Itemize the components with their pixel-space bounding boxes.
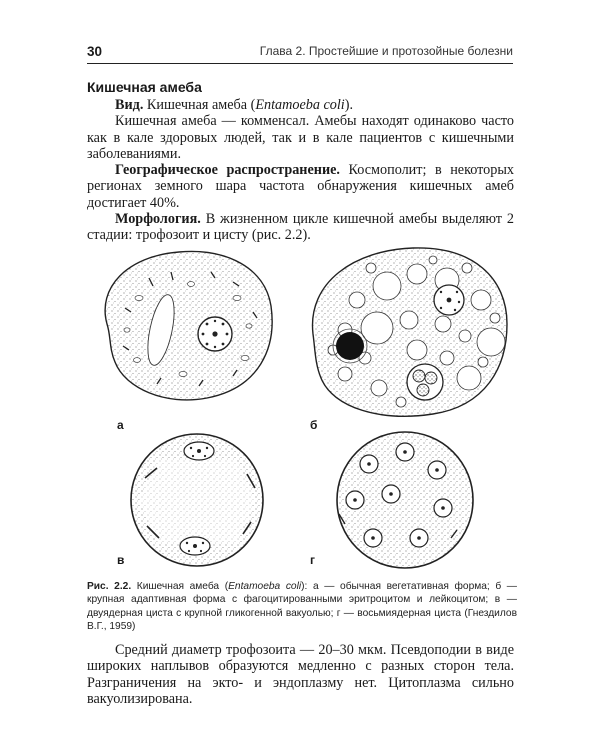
page-number: 30: [87, 44, 103, 59]
species-text: Кишечная амеба (: [146, 97, 256, 113]
panel-label-d: г: [310, 553, 315, 567]
panel-d-octonucleate-cyst: [337, 432, 473, 568]
trophozoite-paragraph: Средний диаметр трофозоита — 20–30 мкм. Псевдоподии в виде широких наплывов образуются медленно с разных сторон тела. Разграничения на экто- и эндоплазму нет. Цитоплазма сильно вакуолизирована.: [87, 642, 514, 707]
amoeba-illustration: [87, 238, 517, 573]
commensal-paragraph: Кишечная амеба — комменсал. Амебы находят одинаково часто как в кале здоровых людей, так и в кале пациентов с кишечными заболеваниями.: [87, 113, 514, 162]
figure-2-2: [87, 238, 517, 573]
species-latin: Entamoeba coli: [255, 97, 345, 113]
section-body: [87, 97, 514, 244]
geography-text: Космополит; в некоторых регионах земного шара частота обнаружения кишечных амеб достигает 40%.: [87, 162, 514, 211]
geography-paragraph: [87, 162, 514, 211]
species-close: ).: [344, 97, 354, 113]
caption-label: Рис. 2.2.: [87, 581, 132, 592]
morphology-text: В жизненном цикле кишечной амебы выделяют 2 стадии: трофозоит и цисту (рис. 2.2).: [87, 211, 514, 244]
species-paragraph: [87, 97, 514, 113]
caption-latin: Entamoeba coli: [228, 581, 302, 592]
panel-label-b: б: [310, 418, 318, 432]
chapter-title: Глава 2. Простейшие и протозойные болезни: [259, 44, 513, 58]
species-label: Вид.: [115, 97, 144, 113]
panel-c-binucleate-cyst: [131, 434, 263, 566]
panel-label-c: в: [117, 553, 125, 567]
section-title: Кишечная амеба: [87, 79, 202, 95]
geography-label: Географическое распространение.: [115, 162, 340, 179]
panel-label-a: а: [117, 418, 124, 432]
panel-a-trophozoite: [105, 251, 272, 399]
running-header: [87, 44, 513, 62]
header-rule: [87, 63, 513, 64]
caption-rest: ): а — обычная вегетативная форма; б — крупная адаптивная форма с фагоцитированными эритроцитом и лейкоцитом; в — двуядерная циста с крупной гликогенной вакуолью; г — восьмиядерная циста (Гнездилов В.Г., 1959): [87, 581, 517, 633]
caption-start: Кишечная амеба (: [131, 581, 229, 592]
figure-caption: [87, 580, 517, 634]
panel-b-adaptive-form: [312, 248, 507, 416]
body-text-after-figure: [87, 642, 514, 707]
morphology-label: Морфология.: [115, 211, 201, 228]
